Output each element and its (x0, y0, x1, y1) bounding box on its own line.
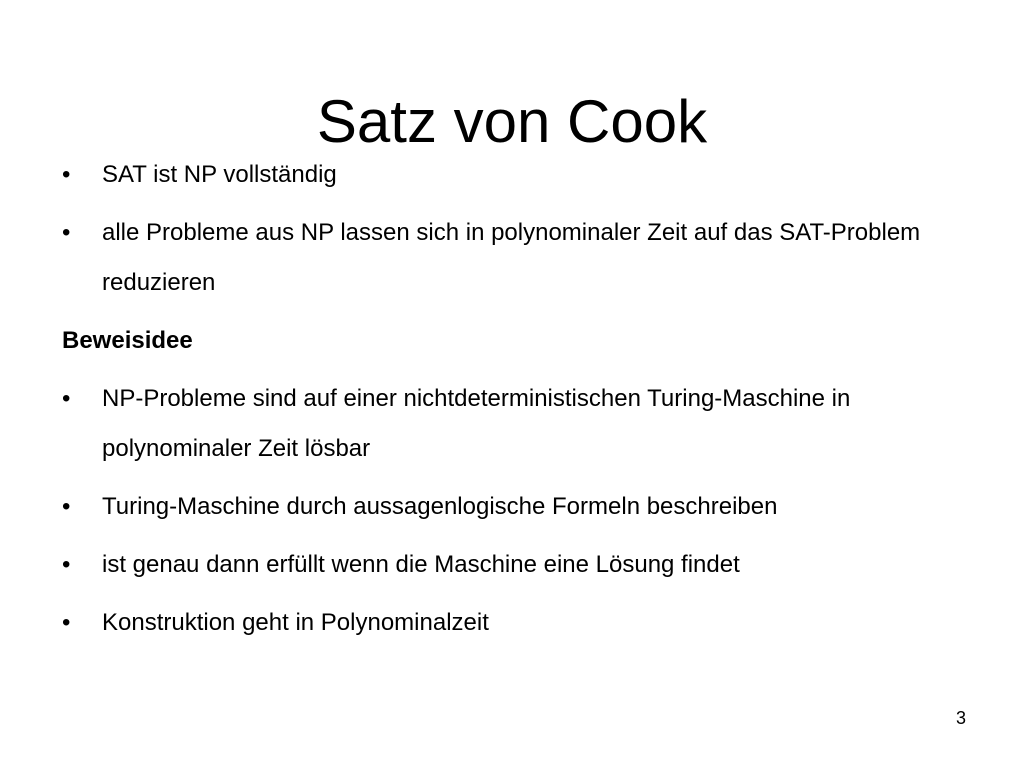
bullet-text: alle Probleme aus NP lassen sich in polynominaler Zeit auf das SAT-Problem reduzieren (102, 219, 921, 296)
page-number: 3 (955, 708, 966, 728)
bullet-icon: • (62, 161, 71, 188)
bullet-icon: • (62, 385, 71, 412)
slide-title: Satz von Cook (316, 88, 708, 156)
bullet-icon: • (62, 219, 71, 246)
section-heading: Beweisidee (62, 327, 193, 354)
bullet-text: Konstruktion geht in Polynominalzeit (102, 609, 489, 636)
bullet-item (62, 540, 982, 590)
bullet-icon: • (62, 551, 71, 578)
slide-content (62, 150, 982, 656)
bullet-item (62, 374, 982, 474)
bullet-item (62, 598, 982, 648)
bullet-icon: • (62, 609, 71, 636)
bullet-text: ist genau dann erfüllt wenn die Maschine eine Lösung findet (102, 551, 740, 578)
bullet-item (62, 482, 982, 532)
bullet-text: Turing-Maschine durch aussagenlogische Formeln beschreiben (102, 493, 778, 520)
bullet-text: SAT ist NP vollständig (102, 161, 337, 188)
bullet-item (62, 208, 982, 308)
bullet-icon: • (62, 493, 71, 520)
bullet-text: NP-Probleme sind auf einer nichtdeterministischen Turing-Maschine in polynominaler Zeit lösbar (102, 385, 851, 462)
bullet-item (62, 150, 982, 200)
